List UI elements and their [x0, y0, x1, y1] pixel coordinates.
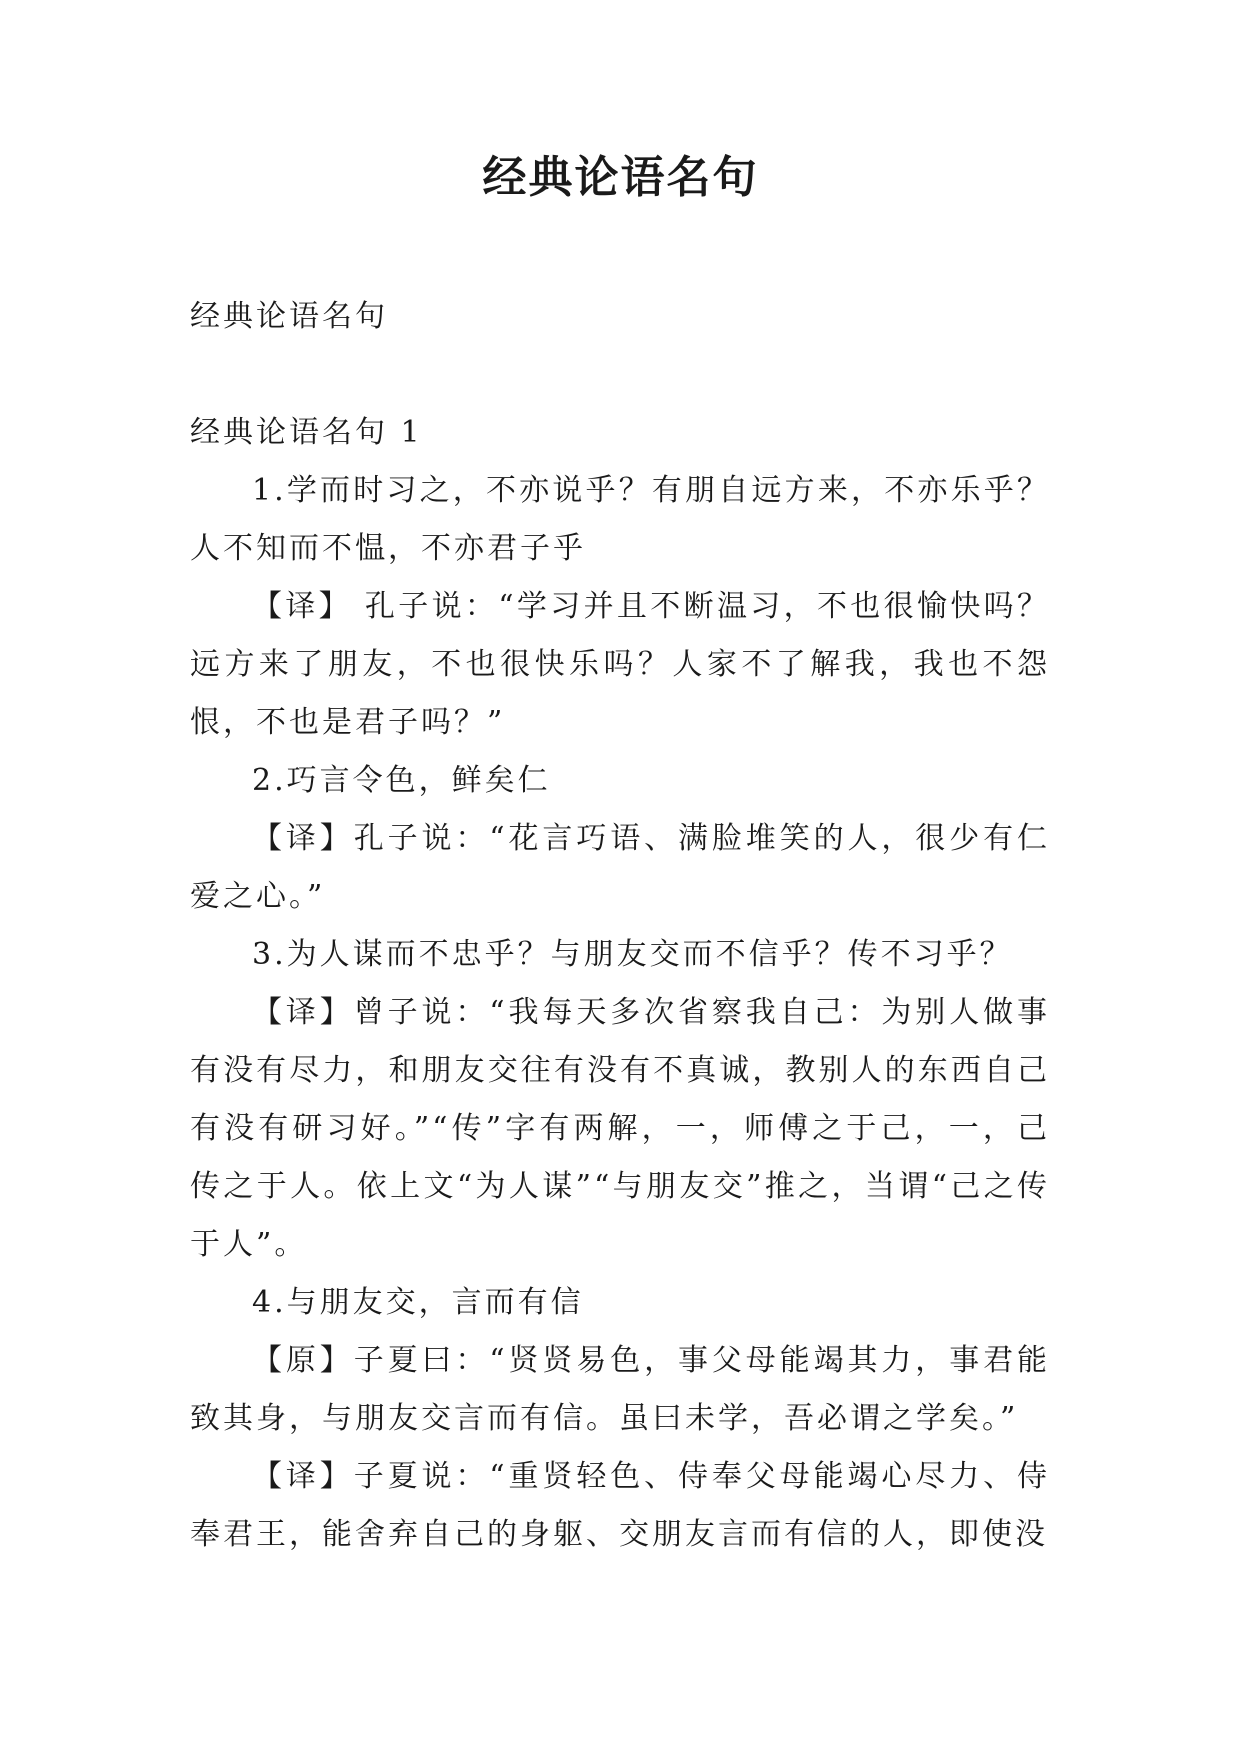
- paragraph-translation-3: 【译】曾子说：“我每天多次省察我自己：为别人做事有没有尽力，和朋友交往有没有不真诚，教别人的东西自己有没有研习好。”“传”字有两解，一，师傅之于己，一，己传之于人。依上文“为人谋”“与朋友交”推之，当谓“己之传于人”。: [190, 995, 1050, 1262]
- paragraph-translation-1: 【译】 孔子说：“学习并且不断温习，不也很愉快吗？远方来了朋友，不也很快乐吗？人家不了解我，我也不怨恨，不也是君子吗？”: [190, 589, 1050, 740]
- document-body: [190, 288, 1050, 1564]
- paragraph-original-4: 【原】子夏曰：“贤贤易色，事父母能竭其力，事君能致其身，与朋友交言而有信。虽曰未学，吾必谓之学矣。”: [190, 1343, 1050, 1436]
- document-subtitle: 经典论语名句: [190, 299, 388, 334]
- paragraph-quote-1: 1.学而时习之，不亦说乎？有朋自远方来，不亦乐乎？人不知而不愠，不亦君子乎: [190, 473, 1050, 566]
- document-title: 经典论语名句: [482, 152, 759, 203]
- paragraph-quote-2: 2.巧言令色，鲜矣仁: [252, 763, 551, 798]
- paragraph-translation-4: 【译】子夏说：“重贤轻色、侍奉父母能竭心尽力、侍奉君王，能舍弃自己的身躯、交朋友言而有信的人，即使没: [190, 1459, 1050, 1552]
- section-heading: 经典论语名句 1: [190, 415, 423, 450]
- paragraph-quote-4: 4.与朋友交，言而有信: [252, 1285, 584, 1320]
- paragraph-quote-3: 3.为人谋而不忠乎？与朋友交而不信乎？传不习乎？: [252, 937, 1013, 972]
- paragraph-translation-2: 【译】孔子说：“花言巧语、满脸堆笑的人，很少有仁爱之心。”: [190, 821, 1050, 914]
